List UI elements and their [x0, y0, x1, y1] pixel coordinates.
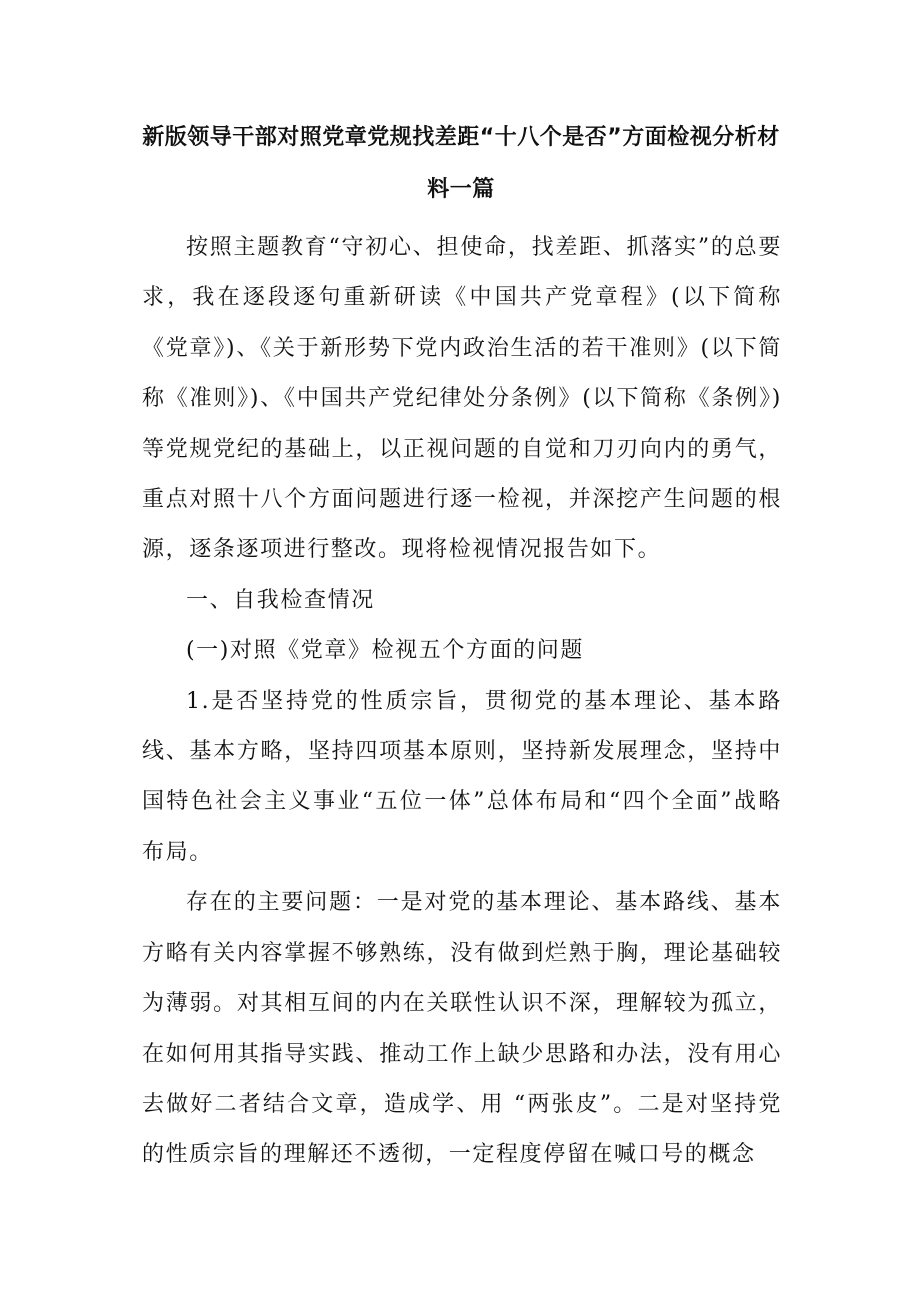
- subsection-heading: (一)对照《党章》检视五个方面的问题: [186, 638, 584, 664]
- intro-paragraph: 按照主题教育“守初心、担使命，找差距、抓落实”的总要求，我在逐段逐句重新研读《中国共产党章程》(以下简称《党章》)、《关于新形势下党内政治生活的若干准则》(以下简称《准则》)、《中国共产党纪律处分条例》(以下简称《条例》)等党规党纪的基础上，以正视问题的自觉和刀刃向内的勇气，重点对照十八个方面问题进行逐一检视，并深挖产生问题的根源，逐条逐项进行整改。现将检视情况报告如下。: [142, 235, 782, 563]
- document-title: 新版领导干部对照党章党规找差距“十八个是否”方面检视分析材料一篇: [142, 125, 780, 202]
- problem-paragraph: 存在的主要问题：一是对党的基本理论、基本路线、基本方略有关内容掌握不够熟练，没有做到烂熟于胸，理论基础较为薄弱。对其相互间的内在关联性认识不深，理解较为孤立，在如何用其指导实践、推动工作上缺少思路和办法，没有用心去做好二者结合文章，造成学、用 “两张皮”。二是对坚持党的性质宗旨的理解还不透彻，一定程度停留在喊口号的概念: [142, 890, 782, 1168]
- section-heading: 一、自我检查情况: [186, 587, 375, 613]
- item-paragraph: 1.是否坚持党的性质宗旨，贯彻党的基本理论、基本路线、基本方略，坚持四项基本原则，坚持新发展理念，坚持中国特色社会主义事业“五位一体”总体布局和“四个全面”战略布局。: [142, 688, 782, 865]
- document-body: [142, 223, 782, 1181]
